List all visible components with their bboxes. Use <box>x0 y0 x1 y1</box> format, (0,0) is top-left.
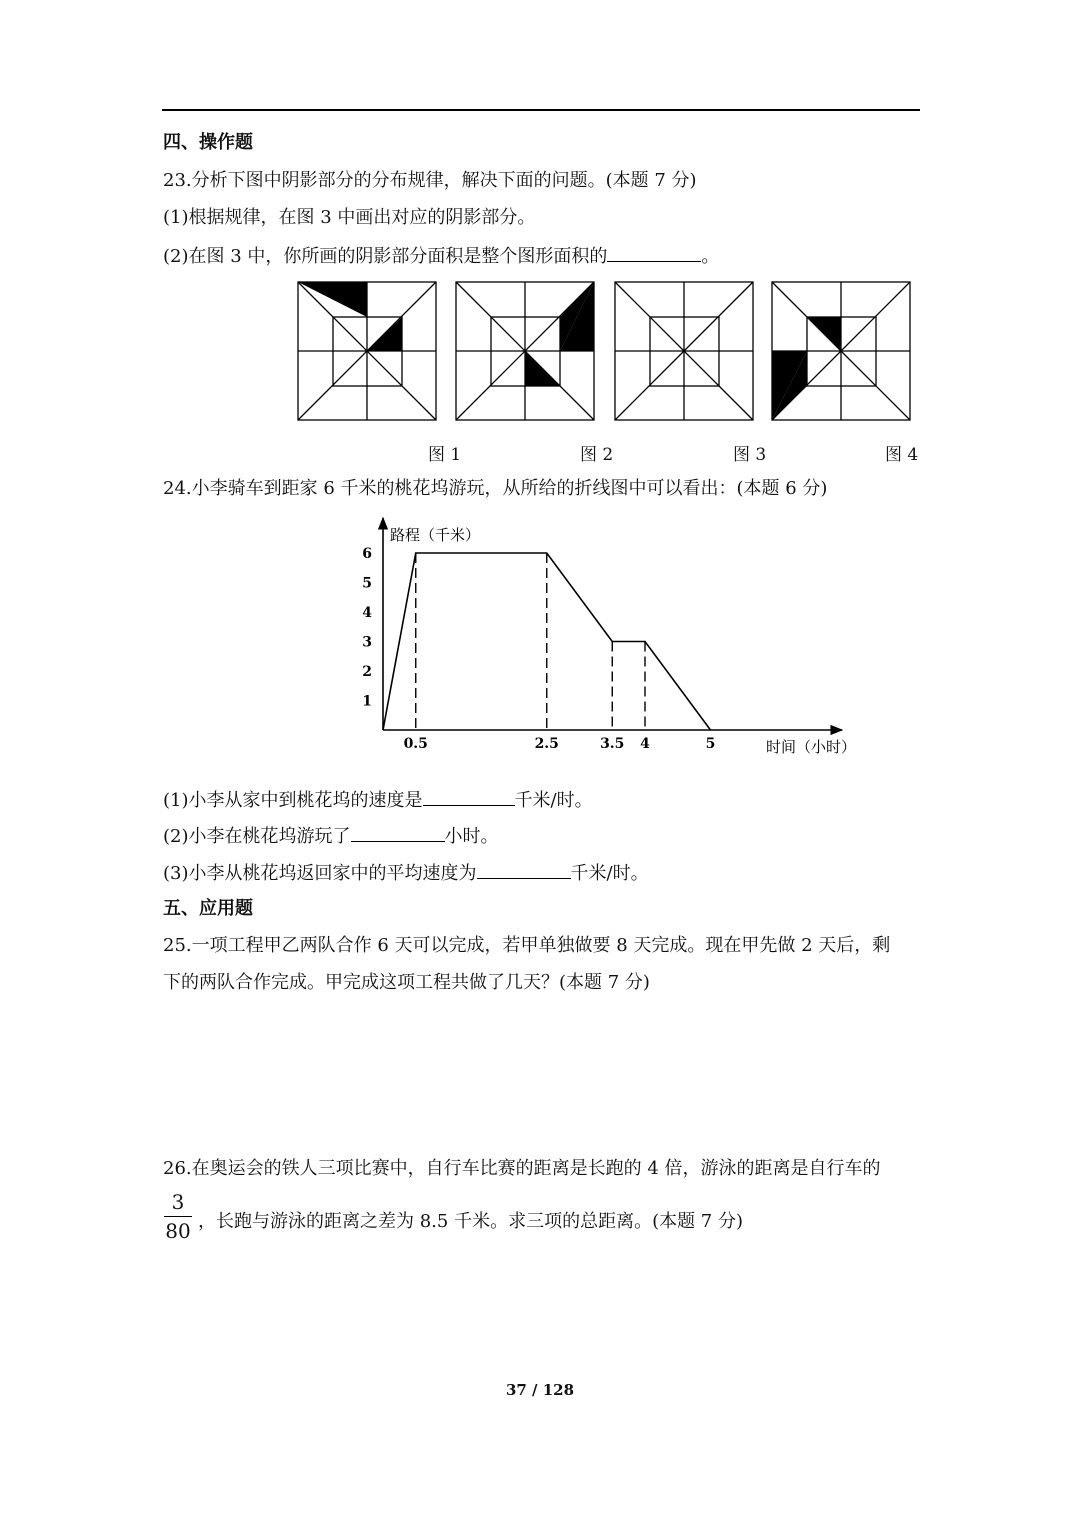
q24-sub2-text: (2)小李在桃花坞游玩了 <box>163 826 351 847</box>
answer-blank[interactable] <box>423 787 515 806</box>
q24-stem: 24.小李骑车到距家 6 千米的桃花坞游玩，从所给的折线图中可以看出：(本题 6 分) <box>163 478 828 499</box>
fig3-caption: 图 3 <box>733 445 767 465</box>
q26-line1: 26.在奥运会的铁人三项比赛中，自行车比赛的距离是长跑的 4 倍，游泳的距离是自行车的 <box>163 1158 881 1179</box>
q23-part2-text: (2)在图 3 中，你所画的阴影部分面积是整个图形面积的 <box>163 246 608 267</box>
q24-sub1-unit: 千米/时。 <box>514 790 593 811</box>
q24-sub3 <box>163 860 649 886</box>
fraction-denominator: 80 <box>165 1219 191 1243</box>
q24-sub2-unit: 小时。 <box>444 826 499 847</box>
distance-time-chart <box>350 512 870 762</box>
y-tick-label: 3 <box>362 634 372 651</box>
section4-title: 四、操作题 <box>163 132 253 153</box>
y-tick-label: 1 <box>362 693 372 710</box>
q24-sub1 <box>163 787 593 813</box>
x-tick-label: 2.5 <box>534 736 559 752</box>
q25-line2: 下的两队合作完成。甲完成这项工程共做了几天？(本题 7 分) <box>163 972 650 993</box>
y-tick-label: 4 <box>362 605 372 621</box>
grid-figure-1 <box>298 282 436 420</box>
page-number: 37 / 128 <box>505 1381 575 1399</box>
fig4-caption: 图 4 <box>885 445 919 465</box>
fraction-numerator: 3 <box>171 1190 185 1214</box>
fraction-bar <box>164 1216 192 1217</box>
x-tick-label: 0.5 <box>403 736 428 752</box>
grid-figure-3 <box>615 282 753 420</box>
x-tick-label: 4 <box>640 736 650 752</box>
q25-line1: 25.一项工程甲乙两队合作 6 天可以完成，若甲单独做要 8 天完成。现在甲先做 2 天后，剩 <box>163 935 891 956</box>
answer-blank[interactable] <box>351 823 445 842</box>
q24-sub2 <box>163 823 499 849</box>
x-tick-label: 3.5 <box>600 736 625 752</box>
grid-figure-4 <box>772 282 910 420</box>
x-axis-label: 时间（小时） <box>766 738 857 756</box>
header-rule <box>162 109 920 111</box>
fraction-3-80 <box>160 1190 196 1243</box>
y-tick-label: 6 <box>362 546 372 562</box>
section5-title: 五、应用题 <box>163 898 253 919</box>
q23-stem: 23.分析下图中阴影部分的分布规律，解决下面的问题。(本题 7 分) <box>163 170 697 191</box>
y-tick-label: 5 <box>362 575 372 592</box>
fig1-caption: 图 1 <box>428 445 462 465</box>
q23-part2 <box>163 243 719 269</box>
x-tick-label: 5 <box>705 736 716 752</box>
q24-sub3-unit: 千米/时。 <box>570 863 649 884</box>
answer-blank[interactable] <box>607 243 701 262</box>
q23-part1: (1)根据规律，在图 3 中画出对应的阴影部分。 <box>163 207 536 228</box>
grid-figure-2 <box>456 282 594 420</box>
y-tick-label: 2 <box>362 664 372 680</box>
q24-sub3-text: (3)小李从桃花坞返回家中的平均速度为 <box>163 863 477 884</box>
y-axis-label: 路程（千米） <box>390 526 481 544</box>
fig2-caption: 图 2 <box>580 445 614 465</box>
q23-part2-end: 。 <box>701 246 720 267</box>
q24-sub1-text: (1)小李从家中到桃花坞的速度是 <box>163 790 423 811</box>
q23-figures <box>296 281 936 423</box>
q26-line2: ，长跑与游泳的距离之差为 8.5 千米。求三项的总距离。(本题 7 分) <box>198 1211 744 1232</box>
answer-blank[interactable] <box>477 860 571 879</box>
